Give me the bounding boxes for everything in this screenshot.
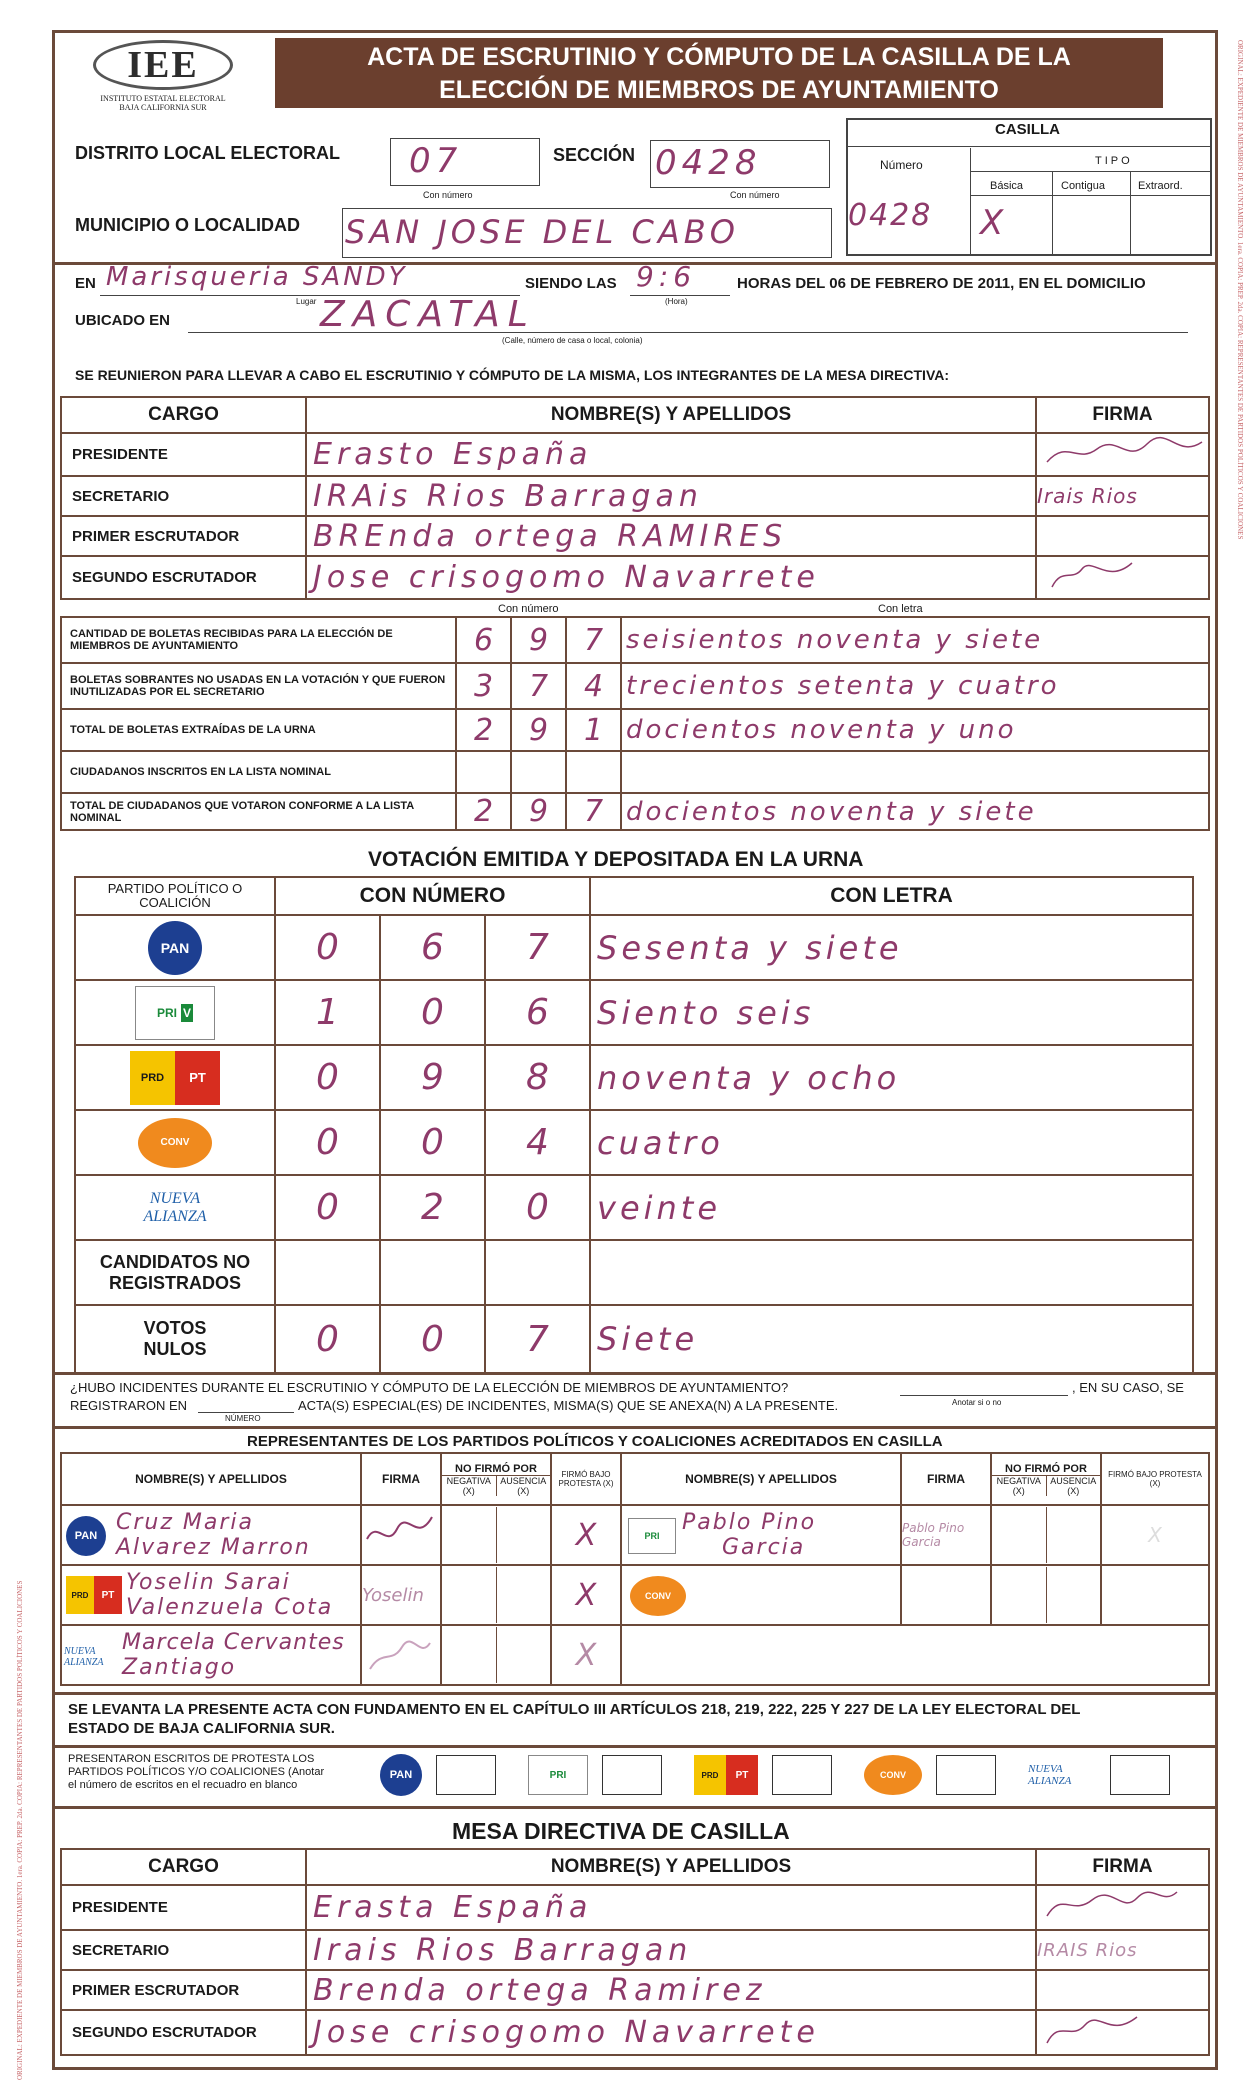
prd-pt-logo-icon: PRD PT [130,1051,220,1105]
protesta-box-conv[interactable] [936,1755,996,1795]
representantes-title: REPRESENTANTES DE LOS PARTIDOS POLÍTICOS Y COALICIONES ACREDITADOS EN CASILLA [247,1433,943,1450]
mesa-bottom-firma-hdr: FIRMA [1036,1849,1209,1885]
signature-icon [1037,434,1207,470]
rep-no-firmo-cell[interactable] [991,1565,1101,1625]
votacion-d3[interactable]: 8 [485,1045,590,1110]
rep-no-firmo-cell[interactable] [991,1505,1101,1565]
rep-protesta[interactable]: X [551,1505,621,1565]
rep-nombre2: Garcia [722,1535,806,1560]
votacion-d1[interactable]: 0 [275,1305,380,1373]
rep-right-empty [621,1625,1209,1685]
votacion-letra[interactable]: Siento seis [590,980,1193,1045]
rep-no-firmo-hdr: NO FIRMÓ POR [442,1463,550,1476]
mesa-bottom-firma[interactable] [1036,1885,1209,1930]
prd-pt-logo-icon: PRD PT [694,1755,758,1795]
mesa-top-cargo: SECRETARIO [61,476,306,516]
mesa-top-firma[interactable]: Irais Rios [1036,476,1209,516]
rep-firma[interactable] [361,1625,441,1685]
votacion-d3[interactable]: 4 [485,1110,590,1175]
votacion-d3[interactable]: 7 [485,915,590,980]
boletas-row [61,617,1209,663]
boletas-label: CIUDADANOS INSCRITOS EN LA LISTA NOMINAL [61,751,456,793]
boletas-row [61,709,1209,751]
divider-6 [52,1806,1218,1809]
mesa-top-cargo: PRIMER ESCRUTADOR [61,516,306,556]
nueva-alianza-logo-icon: NUEVA ALIANZA [64,1646,104,1668]
seccion-label: SECCIÓN [553,145,636,165]
boletas-d2[interactable]: 7 [511,663,566,709]
mesa-top-nombre-hdr: NOMBRE(S) Y APELLIDOS [306,397,1036,433]
votacion-d3[interactable]: 6 [485,980,590,1045]
protesta-box-pan[interactable] [436,1755,496,1795]
casilla-tipo-divider [970,171,1212,172]
fundamento-line2: ESTADO DE BAJA CALIFORNIA SUR. [68,1720,335,1737]
mesa-bottom-row [61,1970,1209,2010]
boletas-row [61,751,1209,793]
municipio-value: SAN JOSE DEL CABO [345,213,739,251]
divider-5 [52,1745,1218,1748]
divider-2 [52,1372,1218,1375]
votacion-letra[interactable]: Siete [590,1305,1193,1373]
rep-nombre-hdr-2: NOMBRE(S) Y APELLIDOS [621,1453,901,1505]
party-cell [75,1110,275,1175]
rep-firma[interactable] [901,1565,991,1625]
lugar-small: Lugar [296,297,317,306]
rep-nombre-hdr: NOMBRE(S) Y APELLIDOS [61,1453,361,1505]
siendo-label: SIENDO LAS [525,275,617,292]
rep-no-firmo [441,1453,551,1505]
boletas-row [61,663,1209,709]
protesta-line3: el número de escritos en el recuadro en blanco [68,1779,298,1791]
boletas-letra[interactable] [621,751,1209,793]
distrito-value: 07 [409,141,463,181]
votacion-row [75,1175,1193,1240]
votacion-con-numero-hdr: CON NÚMERO [275,877,590,915]
rep-nombre2: Valenzuela Cota [126,1595,334,1620]
pri-verde-logo-icon: PRI [628,1518,676,1554]
incidentes-line1: ¿HUBO INCIDENTES DURANTE EL ESCRUTINIO Y CÓMPUTO DE LA ELECCIÓN DE MIEMBROS DE AYUNTAMIENTO? [70,1380,789,1395]
casilla-basica-mark: X [980,203,1009,243]
votacion-letra[interactable]: cuatro [590,1110,1193,1175]
votacion-d1[interactable]: 0 [275,1110,380,1175]
rep-left-cell[interactable] [61,1565,361,1625]
signature-icon [1037,557,1157,593]
casilla-numero-label: Número [880,158,923,172]
rep-left-cell[interactable] [61,1625,361,1685]
votacion-row [75,980,1193,1045]
side-legal-text-right: ORIGINAL: EXPEDIENTE DE MIEMBROS DE AYUNTAMIENTO. 1era. COPIA: PREP. 2da. COPIA: REPRESENTANTES DE PARTIDOS POLÍTICOS Y COALICIONES [1236,40,1244,540]
mesa-top-row [61,516,1209,556]
pan-logo-icon: PAN [380,1754,422,1796]
party-cell [75,1175,275,1240]
mesa-top-row [61,476,1209,516]
rep-left-cell[interactable] [61,1505,361,1565]
con-numero-1: Con número [423,190,473,200]
iee-logo-mark: IEE [93,40,233,90]
rep-no-firmo-cell[interactable] [441,1505,551,1565]
mesa-bottom-nombre[interactable]: Brenda ortega Ramirez [306,1970,1036,2010]
mesa-bottom-nombre[interactable]: Jose crisogomo Navarrete [306,2010,1036,2055]
boletas-label: CANTIDAD DE BOLETAS RECIBIDAS PARA LA ELECCIÓN DE MIEMBROS DE AYUNTAMIENTO [61,617,456,663]
votacion-row [75,1045,1193,1110]
protesta-text [68,1753,373,1792]
boletas-label: TOTAL DE CIUDADANOS QUE VOTARON CONFORME A LA LISTA NOMINAL [61,793,456,830]
votacion-d2[interactable]: 0 [380,1305,485,1373]
incidentes-answer-line[interactable] [900,1395,1068,1396]
logo-sub1: INSTITUTO ESTATAL ELECTORAL [100,94,226,103]
convergencia-logo-icon: CONV [630,1576,686,1616]
rep-nombre2: Alvarez Marron [116,1535,311,1560]
convergencia-logo-icon: CONV [864,1755,922,1795]
acta-title [275,38,1163,108]
rep-protesta-hdr: FIRMÓ BAJO PROTESTA (X) [551,1453,621,1505]
divider-3 [52,1426,1218,1429]
reunieron-text: SE REUNIERON PARA LLEVAR A CABO EL ESCRUTINIO Y CÓMPUTO DE LA MISMA, LOS INTEGRANTES DE LA MESA DIRECTIVA: [75,367,950,383]
domicilio-value: ZACATAL [320,294,536,335]
boletas-label: TOTAL DE BOLETAS EXTRAÍDAS DE LA URNA [61,709,456,751]
mesa-bottom-cargo-hdr: CARGO [61,1849,306,1885]
boletas-d1[interactable]: 2 [456,709,511,751]
votos-nulos-label: VOTOS NULOS [75,1305,275,1373]
boletas-row [61,793,1209,830]
boletas-con-numero: Con número [498,603,559,615]
mesa-bottom-nombre-hdr: NOMBRE(S) Y APELLIDOS [306,1849,1036,1885]
protesta-boxes [380,1752,1210,1798]
votacion-d2[interactable]: 2 [380,1175,485,1240]
votacion-letra[interactable]: Sesenta y siete [590,915,1193,980]
votacion-letra[interactable]: veinte [590,1175,1193,1240]
mesa-bottom-cargo: SECRETARIO [61,1930,306,1970]
nueva-alianza-logo-icon: NUEVA ALIANZA [1028,1763,1072,1787]
mesa-bottom-nombre[interactable]: Irais Rios Barragan [306,1930,1036,1970]
municipio-label: MUNICIPIO O LOCALIDAD [75,215,300,235]
rep-right-cell[interactable] [621,1565,901,1625]
votacion-d2[interactable]: 6 [380,915,485,980]
rep-row [61,1625,1209,1685]
divider-4 [52,1692,1218,1695]
boletas-letra[interactable]: docientos noventa y siete [621,793,1209,830]
votacion-d2[interactable]: 0 [380,980,485,1045]
incidentes-anotar-small: Anotar si o no [952,1398,1002,1407]
votacion-row [75,915,1193,980]
mesa-top-row [61,556,1209,599]
distrito-label: DISTRITO LOCAL ELECTORAL [75,143,341,163]
rep-firma[interactable]: Pablo Pino Garcia [901,1505,991,1565]
rep-protesta[interactable] [1101,1565,1209,1625]
rep-nombre1: Yoselin Sarai [126,1570,291,1595]
pri-verde-logo-icon: PRI [528,1755,588,1795]
hora-small: (Hora) [665,297,688,306]
signature-icon [362,1629,437,1679]
casilla-numero-value: 0428 [848,198,933,233]
rep-firma-hdr: FIRMA [361,1453,441,1505]
representantes-table [60,1452,1210,1686]
domicilio-small: (Calle, número de casa o local, colonia) [502,336,643,345]
mesa-bottom-row [61,1885,1209,1930]
rep-firma-hdr-2: FIRMA [901,1453,991,1505]
votacion-d2[interactable] [380,1240,485,1305]
rep-no-firmo-2 [991,1453,1101,1505]
incidentes-line2: REGISTRARON EN [70,1398,188,1413]
casilla-divider [846,146,1212,147]
mesa-top-nombre[interactable]: Jose crisogomo Navarrete [306,556,1036,599]
casilla-v3 [1130,171,1131,256]
hora-line [630,295,730,296]
ubicado-label: UBICADO EN [75,312,171,329]
boletas-letra[interactable]: docientos noventa y uno [621,709,1209,751]
rep-negativa-hdr-2: NEGATIVA (X) [992,1476,1047,1496]
horas-text: HORAS DEL 06 DE FEBRERO DE 2011, EN EL DOMICILIO [737,275,1146,292]
rep-protesta[interactable]: X [551,1625,621,1685]
en-label: EN [75,275,96,292]
signature-icon [1037,1886,1187,1924]
mesa-bottom-firma[interactable] [1036,2010,1209,2055]
mesa-top-nombre[interactable]: Erasto España [306,433,1036,476]
side-legal-text: ORIGINAL: EXPEDIENTE DE MIEMBROS DE AYUNTAMIENTO. 1era. COPIA: PREP. 2da. COPIA: REPRESENTANTES DE PARTIDOS POLÍTICOS Y COALICIONES [16,1580,24,2080]
mesa-top-firma[interactable] [1036,556,1209,599]
votacion-row [75,1305,1193,1373]
distrito-box[interactable] [390,138,540,186]
casilla-contigua: Contigua [1061,180,1106,192]
votacion-letra[interactable] [590,1240,1193,1305]
mesa-top-firma-hdr: FIRMA [1036,397,1209,433]
mesa-top-cargo: PRESIDENTE [61,433,306,476]
rep-nombre2: Zantiago [122,1655,237,1680]
boletas-d3[interactable] [566,751,621,793]
votacion-row [75,1240,1193,1305]
boletas-d3[interactable]: 7 [566,793,621,830]
mesa-bottom-cargo: PRESIDENTE [61,1885,306,1930]
pan-logo-icon: PAN [148,921,202,975]
mesa-bottom-row [61,2010,1209,2055]
rep-row [61,1505,1209,1565]
mesa-top-cargo: SEGUNDO ESCRUTADOR [61,556,306,599]
fundamento-line1: SE LEVANTA LA PRESENTE ACTA CON FUNDAMENTO EN EL CAPÍTULO III ARTÍCULOS 218, 219, 222, 225 Y 227 DE LA LEY ELECTORAL DEL [68,1701,1081,1718]
prd-pt-logo-icon: PRD PT [66,1576,122,1614]
casilla-extraord: Extraord. [1138,180,1183,192]
boletas-d3[interactable]: 7 [566,617,621,663]
votacion-d3[interactable]: 7 [485,1305,590,1373]
nueva-alianza-logo-icon: NUEVA ALIANZA [143,1189,207,1225]
votacion-letra[interactable]: noventa y ocho [590,1045,1193,1110]
mesa-top-nombre[interactable]: IRAis Rios Barragan [306,476,1036,516]
mesa-top-cargo-hdr: CARGO [61,397,306,433]
mesa-bottom-firma[interactable] [1036,1970,1209,2010]
municipio-box[interactable] [342,208,832,258]
votacion-table [74,876,1194,1374]
incidentes-numero-small: NÚMERO [225,1414,261,1423]
incidentes-numero-line[interactable] [198,1412,294,1413]
casilla-title: CASILLA [995,121,1060,138]
mesa-top-firma[interactable] [1036,433,1209,476]
rep-ausencia-hdr: AUSENCIA (X) [500,1475,547,1496]
lugar-value: Marisqueria SANDY [106,262,408,292]
boletas-letra[interactable]: trecientos setenta y cuatro [621,663,1209,709]
protesta-line1: PRESENTARON ESCRITOS DE PROTESTA LOS [68,1753,315,1765]
fundamento-text [68,1700,1208,1738]
title-line2: ELECCIÓN DE MIEMBROS DE AYUNTAMIENTO [439,76,999,104]
protesta-box-na[interactable] [1110,1755,1170,1795]
mesa-bottom-nombre[interactable]: Erasta España [306,1885,1036,1930]
boletas-d1[interactable]: 3 [456,663,511,709]
votacion-con-letra-hdr: CON LETRA [590,877,1193,915]
boletas-table [60,616,1210,831]
casilla-sub-divider [970,195,1212,196]
rep-firma[interactable]: Yoselin [361,1565,441,1625]
con-numero-2: Con número [730,190,780,200]
hora-value: 9:6 [636,260,697,293]
votacion-partido-hdr: PARTIDO POLÍTICO O COALICIÓN [75,877,275,915]
rep-nombre1: Marcela Cervantes [122,1630,345,1655]
votacion-d1[interactable] [275,1240,380,1305]
mesa-top-row [61,433,1209,476]
casilla-v2 [1052,171,1053,256]
boletas-d2[interactable] [511,751,566,793]
mesa-bottom-firma[interactable]: IRAIS Rios [1036,1930,1209,1970]
votacion-d3[interactable]: 0 [485,1175,590,1240]
boletas-d3[interactable]: 4 [566,663,621,709]
party-cell [75,980,275,1045]
boletas-d2[interactable]: 9 [511,709,566,751]
rep-protesta-hdr-2: FIRMÓ BAJO PROTESTA (X) [1101,1453,1209,1505]
boletas-d3[interactable]: 1 [566,709,621,751]
rep-nombre1: Pablo Pino [682,1510,817,1535]
signature-icon [1037,2011,1157,2049]
mesa-bottom-row [61,1930,1209,1970]
votacion-d1[interactable]: 1 [275,980,380,1045]
title-line1: ACTA DE ESCRUTINIO Y CÓMPUTO DE LA CASILLA DE LA [367,43,1071,71]
party-cell [75,1045,275,1110]
votacion-d1[interactable]: 0 [275,1045,380,1110]
casilla-v1 [970,148,971,256]
seccion-box[interactable] [650,140,830,188]
party-cell [75,915,275,980]
rep-right-cell[interactable] [621,1505,901,1565]
rep-protesta[interactable]: X [551,1565,621,1625]
votacion-d1[interactable]: 0 [275,1175,380,1240]
rep-nombre1: Cruz Maria [116,1510,254,1535]
rep-negativa-hdr: NEGATIVA (X) [442,1476,497,1496]
boletas-letra[interactable]: seisientos noventa y siete [621,617,1209,663]
mesa-bottom-table [60,1848,1210,2056]
boletas-d1[interactable]: 2 [456,793,511,830]
rep-ausencia-hdr-2: AUSENCIA (X) [1050,1475,1097,1496]
votacion-d2[interactable]: 0 [380,1110,485,1175]
boletas-d1[interactable] [456,751,511,793]
boletas-label: BOLETAS SOBRANTES NO USADAS EN LA VOTACIÓN Y QUE FUERON INUTILIZADAS POR EL SECRETARIO [61,663,456,709]
mesa-top-firma[interactable] [1036,516,1209,556]
pan-logo-icon: PAN [66,1516,106,1556]
mesa-bottom-cargo: SEGUNDO ESCRUTADOR [61,2010,306,2055]
votacion-d3[interactable] [485,1240,590,1305]
casilla-basica: Básica [990,180,1024,192]
votacion-title: VOTACIÓN EMITIDA Y DEPOSITADA EN LA URNA [368,848,864,871]
incidentes-line1b: , EN SU CASO, SE [1072,1380,1184,1395]
no-registrados-label: CANDIDATOS NO REGISTRADOS [75,1240,275,1305]
boletas-d1[interactable]: 6 [456,617,511,663]
mesa-bottom-title: MESA DIRECTIVA DE CASILLA [452,1818,790,1844]
protesta-box-prd-pt[interactable] [772,1755,832,1795]
boletas-d2[interactable]: 9 [511,617,566,663]
mesa-top-nombre[interactable]: BREnda ortega RAMIRES [306,516,1036,556]
mesa-bottom-cargo: PRIMER ESCRUTADOR [61,1970,306,2010]
rep-row [61,1565,1209,1625]
seccion-value: 0428 [655,143,762,183]
boletas-d2[interactable]: 9 [511,793,566,830]
iee-logo [68,40,258,124]
incidentes-line2b: ACTA(S) ESPECIAL(ES) DE INCIDENTES, MISMA(S) QUE SE ANEXA(N) A LA PRESENTE. [298,1398,839,1413]
pri-verde-logo-icon: PRI V [135,986,215,1040]
votacion-row [75,1110,1193,1175]
convergencia-logo-icon: CONV [138,1118,212,1168]
votacion-d2[interactable]: 9 [380,1045,485,1110]
signature-icon [362,1509,437,1559]
rep-protesta[interactable]: X [1101,1505,1209,1565]
rep-no-firmo-cell[interactable] [441,1625,551,1685]
logo-sub2: BAJA CALIFORNIA SUR [119,103,207,112]
mesa-top-table [60,396,1210,600]
votacion-d1[interactable]: 0 [275,915,380,980]
boletas-con-letra: Con letra [878,603,923,615]
rep-no-firmo-hdr-2: NO FIRMÓ POR [992,1463,1100,1476]
protesta-box-pri[interactable] [602,1755,662,1795]
protesta-line2: PARTIDOS POLÍTICOS Y/O COALICIONES (Anotar [68,1766,325,1778]
rep-no-firmo-cell[interactable] [441,1565,551,1625]
casilla-tipo-label: TIPO [1095,155,1133,167]
rep-firma[interactable] [361,1505,441,1565]
